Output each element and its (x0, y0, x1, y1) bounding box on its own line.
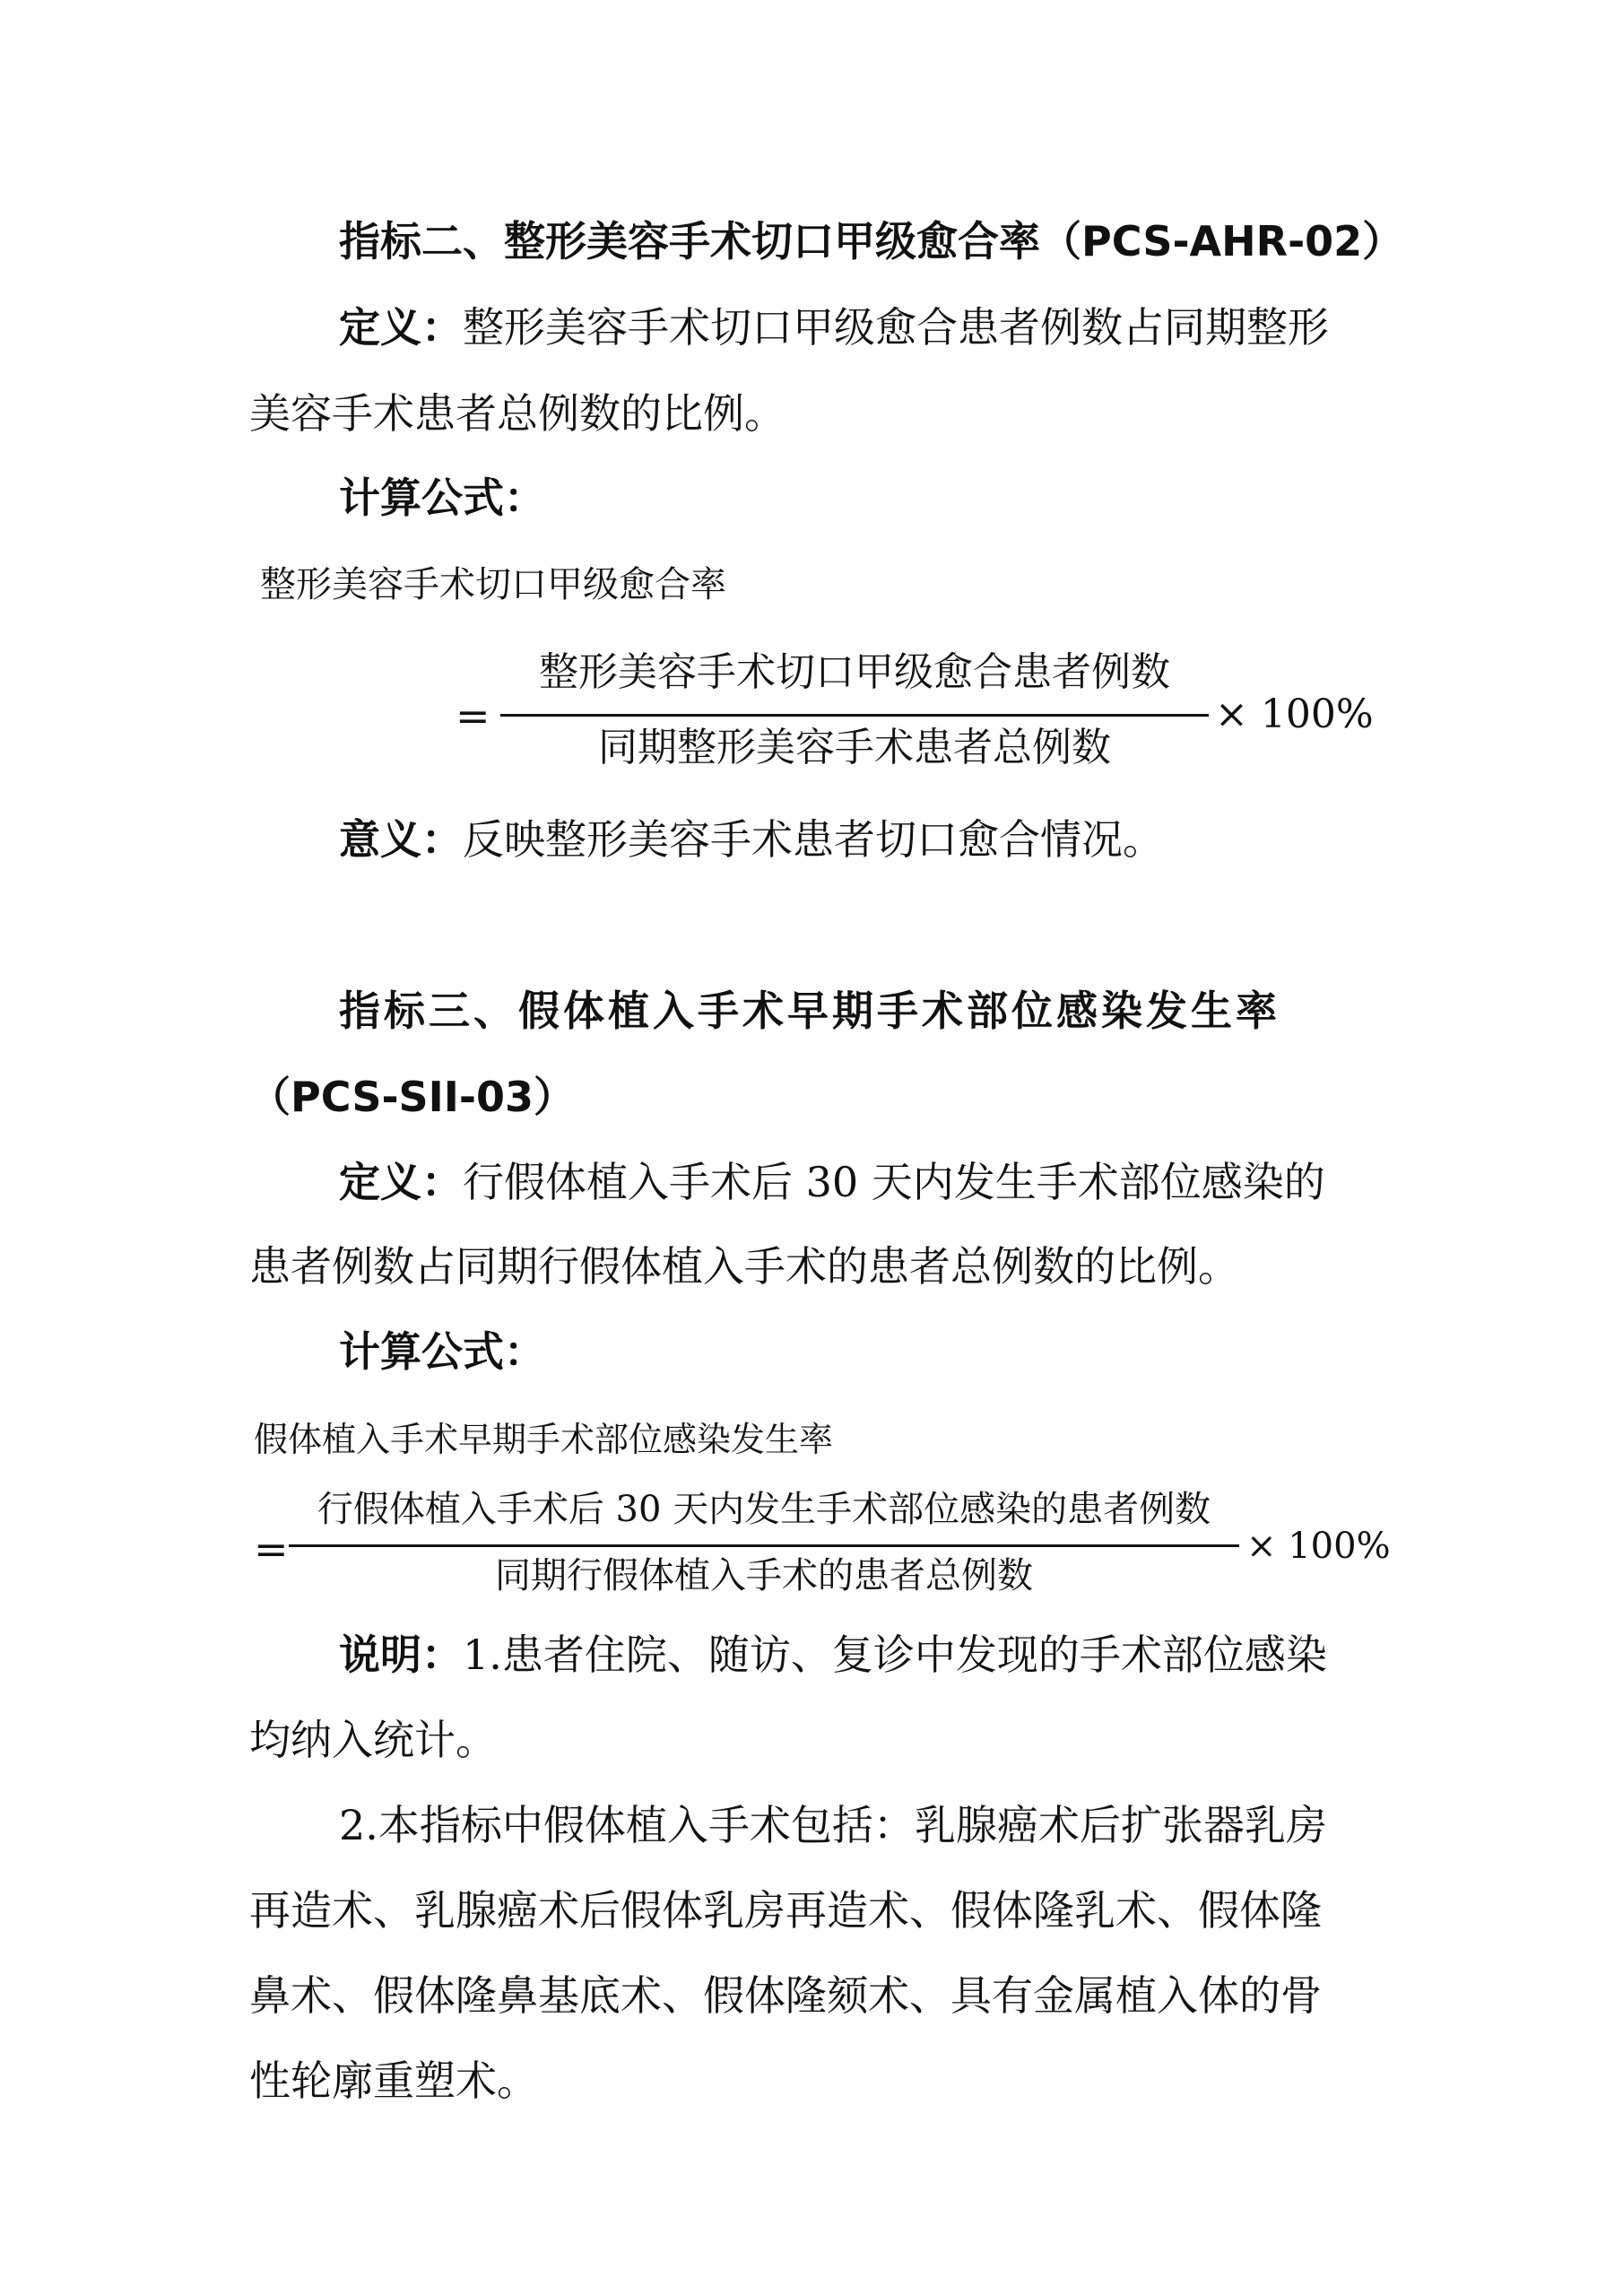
note-label: 说明： (339, 1631, 463, 1679)
indicator3-definition (339, 1158, 1325, 1206)
formula-equals: = (456, 691, 490, 740)
indicator3-note1 (339, 1631, 1327, 1679)
definition-text: 行假体植入手术后 30 天内发生手术部位感染的 (463, 1158, 1325, 1206)
indicator2-title: 指标二、整形美容手术切口甲级愈合率（PCS-AHR-02） (339, 217, 1404, 265)
formula-denominator: 同期整形美容手术患者总例数 (598, 725, 1111, 770)
meaning-label: 意义： (339, 815, 463, 864)
formula-numerator: 行假体植入手术后 30 天内发生手术部位感染的患者例数 (317, 1489, 1211, 1530)
formula-lhs: 假体植入手术早期手术部位感染发生率 (254, 1420, 834, 1459)
note-text: 1.患者住院、随访、复诊中发现的手术部位感染 (463, 1631, 1327, 1679)
formula-numerator: 整形美容手术切口甲级愈合患者例数 (539, 649, 1170, 695)
indicator2-meaning (339, 815, 1164, 864)
definition-label: 定义： (339, 1158, 463, 1206)
indicator2-definition-cont: 美容手术患者总例数的比例。 (249, 389, 785, 438)
indicator3-note2-cont2: 鼻术、假体隆鼻基底术、假体隆颏术、具有金属植入体的骨 (249, 1971, 1322, 2020)
formula-multiplier: × 100% (1215, 691, 1374, 737)
indicator3-note2-cont3: 性轮廓重塑术。 (249, 2057, 538, 2105)
indicator3-note2: 2.本指标中假体植入手术包括：乳腺癌术后扩张器乳房 (339, 1801, 1327, 1849)
indicator3-note2-cont1: 再造术、乳腺癌术后假体乳房再造术、假体隆乳术、假体隆 (249, 1886, 1322, 1935)
indicator3-title: 指标三、假体植入手术早期手术部位感染发生率 (339, 987, 1280, 1035)
formula-label: 计算公式： (339, 474, 545, 522)
indicator3-note1-cont: 均纳入统计。 (249, 1716, 497, 1764)
formula-denominator: 同期行假体植入手术的患者总例数 (495, 1555, 1033, 1596)
indicator2-definition (339, 303, 1329, 352)
fraction-bar (289, 1544, 1239, 1547)
meaning-text: 反映整形美容手术患者切口愈合情况。 (463, 815, 1164, 864)
definition-text: 整形美容手术切口甲级愈合患者例数占同期整形 (463, 303, 1329, 352)
fraction-bar (500, 714, 1209, 717)
definition-label: 定义： (339, 303, 463, 352)
formula-lhs: 整形美容手术切口甲级愈合率 (260, 564, 726, 605)
indicator3-definition-cont: 患者例数占同期行假体植入手术的患者总例数的比例。 (249, 1242, 1239, 1291)
formula-multiplier: × 100% (1246, 1526, 1391, 1567)
formula-equals: = (254, 1525, 289, 1573)
formula-label: 计算公式： (339, 1327, 545, 1376)
indicator3-code: （PCS-SII-03） (249, 1073, 576, 1121)
